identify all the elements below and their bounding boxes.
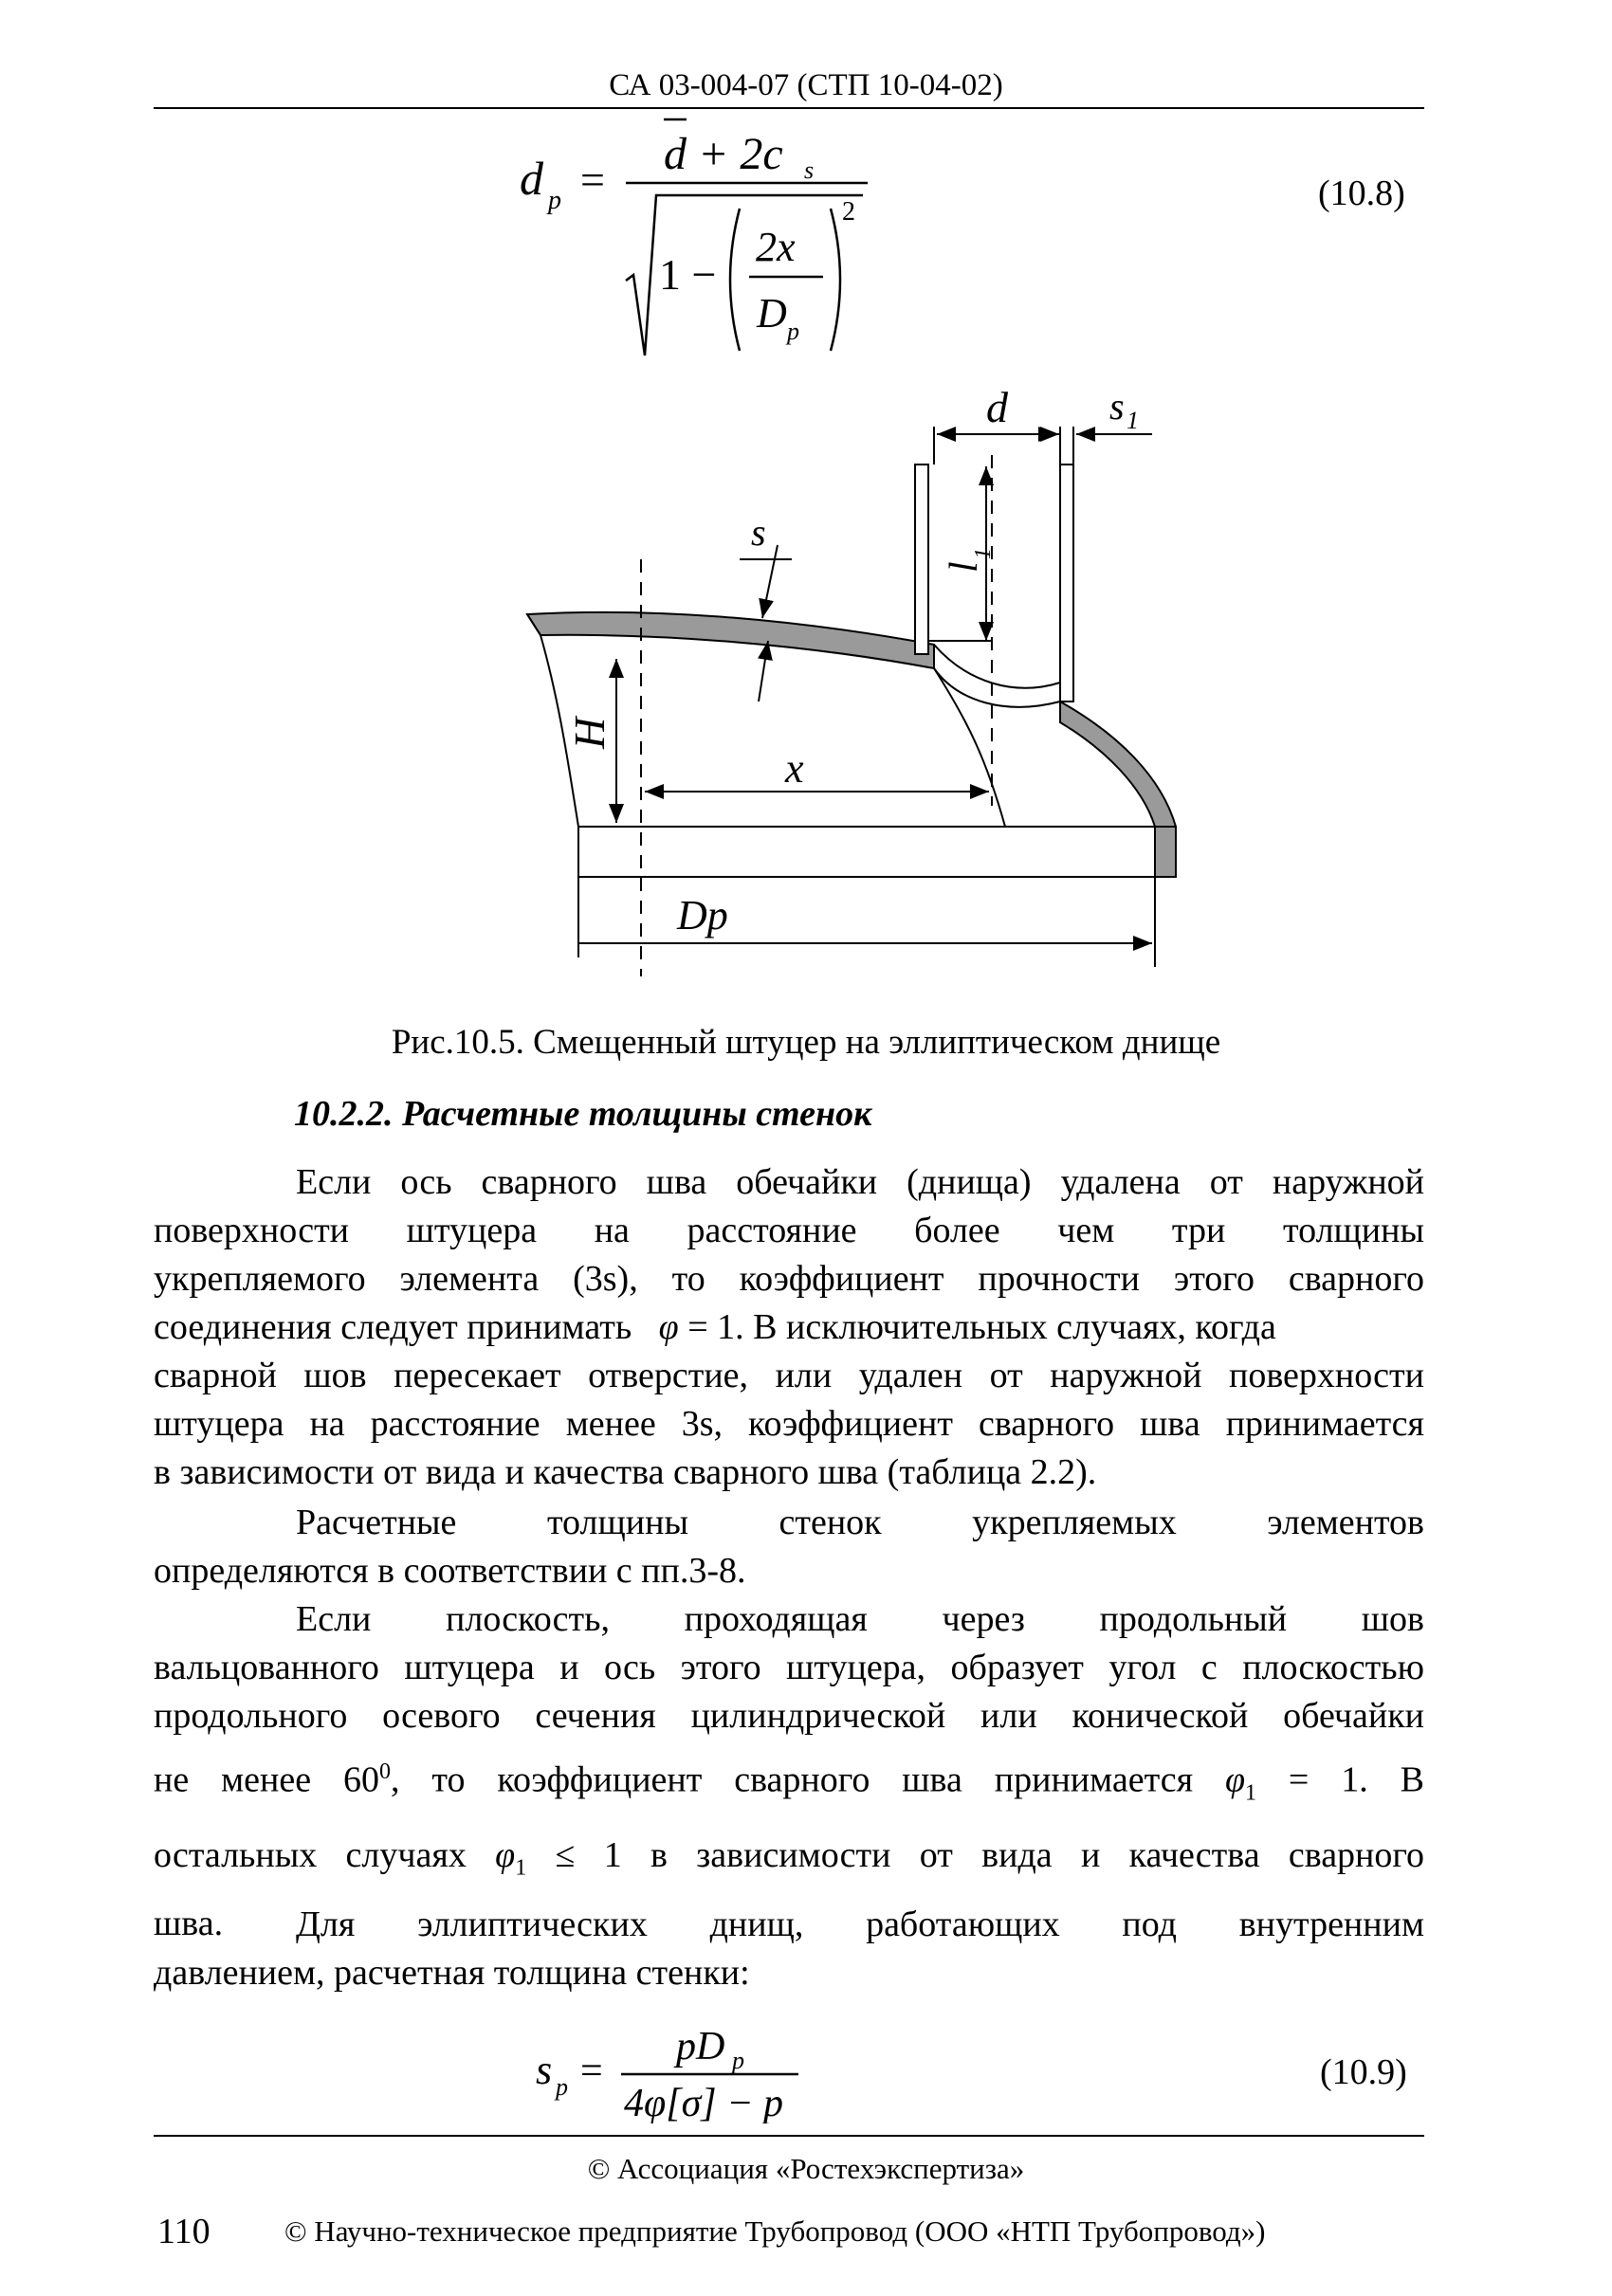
paragraph-line: Если ось сварного шва обечайки (днища) удалена от наружной: [296, 1162, 1424, 1202]
power-two: 2: [842, 197, 855, 227]
paragraph-line: сварной шов пересекает отверстие, или удален от наружной поверхности: [154, 1356, 1424, 1395]
paragraph-line: шва.: [154, 1903, 224, 1943]
inner-denominator: D: [757, 290, 787, 337]
phi-symbol: φ: [658, 1307, 679, 1347]
paragraph-line: Если плоскость, проходящая через продольный шов: [296, 1599, 1424, 1639]
formula-9-denominator: 4φ[σ] − p: [624, 2082, 783, 2123]
paragraph-line: определяются в соответствии с пп.3-8.: [154, 1551, 746, 1591]
label-Dp: Dp: [677, 892, 728, 938]
paragraph-line: Для эллиптических днищ, работающих под внутренним: [296, 1904, 1424, 1944]
footer-rule: [154, 2135, 1424, 2137]
paragraph-line: поверхности штуцера на расстояние более чем три толщины: [154, 1211, 1424, 1250]
footer-copyright-1: © Ассоциация «Ростехэкспертиза»: [587, 2152, 1025, 2185]
paragraph-line: укрепляемого элемента (3s), то коэффициент прочности этого сварного: [154, 1259, 1424, 1299]
label-H: H: [565, 717, 614, 749]
label-s1: s: [1109, 385, 1125, 428]
figure-caption: Рис.10.5. Смещенный штуцер на эллиптическом днище: [391, 1023, 1221, 1062]
dimension-s-top: [762, 545, 778, 618]
label-s: s: [751, 511, 766, 554]
paragraph-line: продольного осевого сечения цилиндрической или конической обечайки: [154, 1696, 1424, 1736]
paragraph-line: в зависимости от вида и качества сварного шва (таблица 2.2).: [154, 1452, 1097, 1492]
equation-number-10-8: (10.8): [1318, 173, 1405, 213]
label-s1-sub: 1: [1127, 407, 1139, 434]
label-l1-sub: 1: [971, 548, 996, 559]
formula-9-equals: =: [580, 2050, 603, 2093]
paragraph-line: штуцера на расстояние менее 3s, коэффициент сварного шва принимается: [154, 1404, 1424, 1444]
formula-numerator-sub: s: [804, 156, 815, 184]
label-x: x: [785, 745, 804, 792]
flange-ring: [578, 827, 1176, 877]
formula-lhs-sub: p: [548, 186, 561, 215]
paragraph-1: [154, 1158, 1424, 1497]
formula-10-9: [0, 2019, 1612, 2123]
nozzle-wall-right: [1060, 465, 1073, 702]
paragraph-line: давлением, расчетная толщина стенки:: [154, 1953, 750, 1993]
paragraph-2: [154, 1499, 1424, 1595]
figure-offset-nozzle-elliptical-head: [0, 0, 1612, 1005]
paragraph-4: [154, 1901, 1424, 1997]
paragraph-line-with-formula: не менее $60^0$, то коэффициент сварного шва принимается $\varphi_1 = 1$. В: [154, 1759, 1424, 1806]
paragraph-line-with-formula: остальных случаях $\varphi_1 \le 1$ в зависимости от вида и качества сварного: [154, 1835, 1425, 1881]
equation-number-10-9: (10.9): [1320, 2052, 1407, 2092]
label-l1: l: [943, 561, 986, 573]
formula-9-lhs-sub: p: [556, 2073, 568, 2101]
label-d: d: [986, 383, 1008, 431]
inner-denominator-sub: p: [787, 318, 799, 345]
transition-curve: [934, 668, 1005, 827]
formula-9-numerator-sub: p: [732, 2047, 744, 2074]
formula-9-numerator: pD: [676, 2025, 725, 2068]
paragraph-3: [154, 1595, 1424, 1948]
paragraph-line-with-formula: соединения следует принимать φ = 1. В исключительных случаях, когда: [154, 1307, 1276, 1347]
formula-equals: =: [580, 155, 605, 204]
formula-9-lhs: s: [536, 2047, 553, 2093]
paragraph-line: вальцованного штуцера и ось этого штуцера, образует угол с плоскостью: [154, 1648, 1424, 1687]
flange-edge: [1155, 827, 1176, 877]
dimension-s-bottom: [759, 641, 768, 702]
inner-numerator: 2x: [756, 224, 796, 270]
page-number: 110: [157, 2212, 211, 2251]
formula-numerator: d + 2c: [664, 129, 783, 179]
paragraph-line: Расчетные толщины стенок укрепляемых элементов: [296, 1503, 1424, 1542]
nozzle-wall-left: [915, 465, 928, 654]
document-code-header: СА 03-004-07 (СТП 10-04-02): [609, 68, 1003, 102]
formula-lhs: d: [520, 152, 543, 205]
denom-one-minus: 1 −: [659, 250, 717, 299]
footer-copyright-2: © Научно-техническое предприятие Трубопровод (ООО «НТП Трубопровод»): [284, 2214, 1266, 2248]
phi1-symbol: φ: [1224, 1759, 1245, 1800]
section-heading: 10.2.2. Расчетные толщины стенок: [294, 1094, 872, 1134]
head-shell-left: [527, 612, 934, 668]
